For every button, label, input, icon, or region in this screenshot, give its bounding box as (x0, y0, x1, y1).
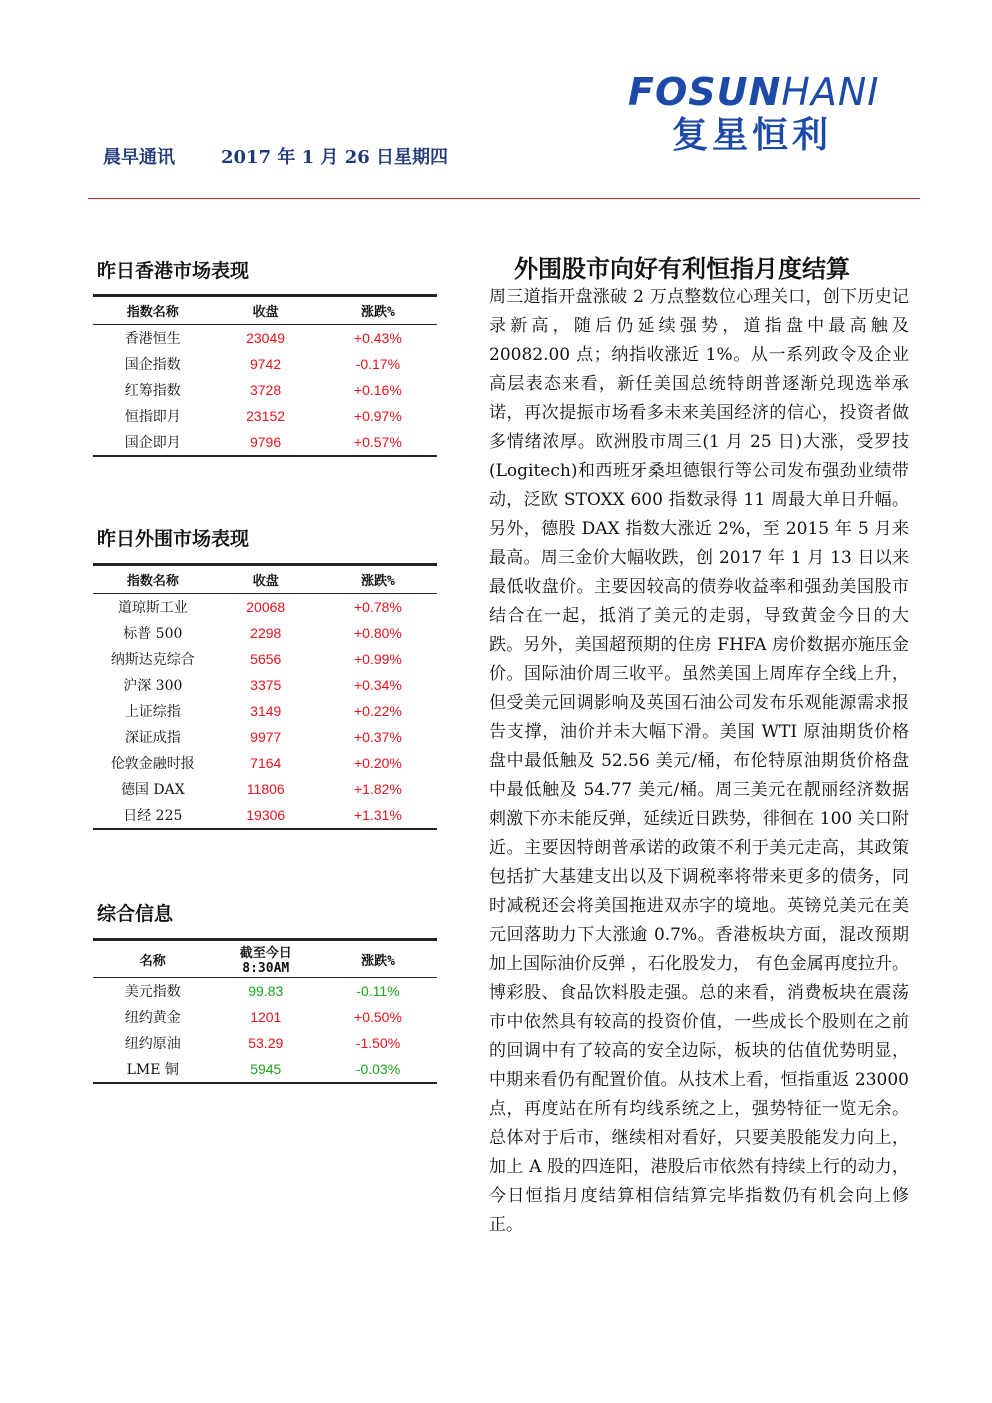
change-value: +1.31% (319, 802, 437, 829)
col-header: 涨跌% (319, 565, 437, 594)
publication-name: 晨早通讯 (103, 147, 175, 168)
global-market-table (93, 563, 437, 830)
change-value: -1.50% (355, 1035, 401, 1051)
global-market-title: 昨日外围市场表现 (97, 528, 250, 550)
change-value: +0.99% (353, 651, 402, 667)
change-value: +0.37% (353, 729, 402, 745)
change-value: +0.57% (319, 429, 437, 456)
close-value: 2298 (250, 625, 282, 641)
close-value: 3149 (250, 703, 282, 719)
close-value: 3375 (250, 677, 282, 693)
change-value: -0.03% (319, 1056, 437, 1083)
change-value: +0.43% (353, 330, 402, 346)
change-value: +0.80% (353, 625, 402, 641)
header-divider (88, 198, 920, 199)
change-value: -0.17% (355, 356, 401, 372)
close-value: 5656 (250, 651, 282, 667)
index-name: 深证成指 (124, 730, 181, 746)
close-value: 23152 (246, 408, 286, 424)
close-value: 9977 (250, 729, 282, 745)
table-row (93, 377, 437, 403)
change-value: +0.97% (353, 408, 402, 424)
hk-market-title: 昨日香港市场表现 (97, 260, 250, 282)
close-value: 11806 (246, 781, 285, 797)
change-value: +0.16% (353, 382, 402, 398)
logo-en-light: HANI (781, 70, 880, 114)
general-info-table (93, 938, 437, 1084)
change-value: -0.11% (356, 983, 400, 999)
index-name: LME 铜 (93, 1056, 213, 1083)
index-name: 沪深 300 (123, 678, 183, 694)
table-row (93, 1030, 437, 1056)
close-value: 3728 (249, 382, 282, 398)
col-header: 截至今日 8:30AM (213, 940, 319, 978)
general-info-title: 综合信息 (97, 903, 174, 925)
index-name: 纽约原油 (124, 1036, 181, 1052)
index-name: 美元指数 (124, 984, 181, 1000)
col-header: 指数名称 (93, 565, 213, 594)
index-name: 伦敦金融时报 (110, 756, 195, 772)
table-row (93, 1004, 437, 1030)
close-value: 99.83 (248, 983, 284, 999)
table-row (93, 429, 437, 456)
hk-market-table (93, 294, 437, 457)
col-header: 指数名称 (93, 296, 212, 325)
close-value: 20068 (246, 599, 286, 615)
table-row (93, 403, 437, 429)
change-value: +1.82% (353, 781, 402, 797)
table-row (93, 750, 437, 776)
table-row (93, 325, 437, 352)
col-header: 收盘 (213, 565, 319, 594)
index-name: 道琼斯工业 (117, 600, 188, 616)
table-row (93, 620, 437, 646)
change-value: +0.34% (353, 677, 402, 693)
index-name: 上证综指 (124, 704, 181, 720)
close-value: 23049 (246, 330, 286, 346)
index-name: 日经 225 (93, 802, 213, 829)
close-value: 9796 (212, 429, 318, 456)
index-name: 香港恒生 (124, 331, 181, 347)
change-value: +0.20% (353, 755, 402, 771)
col-header: 名称 (93, 940, 213, 978)
table-row (93, 776, 437, 802)
article-title: 外围股市向好有利恒指月度结算 (514, 254, 850, 283)
change-value: +0.50% (354, 1009, 402, 1025)
logo-cn: 复星恒利 (672, 115, 833, 156)
close-value: 7164 (250, 755, 282, 771)
index-name: 纽约黄金 (124, 1010, 181, 1026)
col-header: 收盘 (212, 296, 318, 325)
close-value: 53.29 (248, 1035, 284, 1051)
company-logo (628, 70, 920, 162)
index-name: 德国 DAX (120, 782, 185, 798)
table-row (93, 646, 437, 672)
logo-en-bold: FOSUN (628, 70, 782, 114)
index-name: 恒指即月 (124, 409, 181, 425)
table-row (93, 724, 437, 750)
table-row (93, 698, 437, 724)
table-row (93, 351, 437, 377)
table-row (93, 1056, 437, 1083)
close-value: 1201 (250, 1009, 282, 1025)
article-body: 周三道指开盘涨破 2 万点整数位心理关口，创下历史记录新高，随后仍延续强势，道指盘中最高触及 20082.00 点；纳指收涨近 1%。从一系列政令及企业高层表态来看，新任美国总统特朗普逐渐兑现选举承诺，再次提振市场看多未来美国经济的信心，投资者做多情绪浓厚。欧洲股市周三(1 月 25 日)大涨，受罗技(Logitech)和西班牙桑坦德银行等公司发布强劲业绩带动，泛欧 STOXX 600 指数录得 11 周最大单日升幅。另外，德股 DAX 指数大涨近 2%，至 2015 年 5 月来最高。周三金价大幅收跌，创 2017 年 1 月 13 日以来最低收盘价。主要因较高的债券收益率和强劲美国股市结合在一起，抵消了美元的走弱，导致黄金今日的大跌。另外，美国超预期的住房 FHFA 房价数据亦施压金价。国际油价周三收平。虽然美国上周库存全线上升，但受美元回调影响及英国石油公司发布乐观能源需求报告支撑，油价并未大幅下滑。美国 WTI 原油期货价格盘中最低触及 52.56 美元/桶，布伦特原油期货价格盘中最低触及 54.77 美元/桶。周三美元在靓丽经济数据刺激下亦未能反弹，延续近日跌势，徘徊在 100 关口附近。主要因特朗普承诺的政策不利于美元走高，其政策包括扩大基建支出以及下调税率将带来更多的债务，同时减税还会将美国拖进双赤字的境地。英镑兑美元在美元回落助力下大涨逾 0.7%。香港板块方面，混改预期加上国际油价反弹 ，石化股发力， 有色金属再度拉升。 博彩股、食品饮料股走强。总的来看，消费板块在震荡市中依然具有较高的投资价值，一些成长个股则在之前的回调中有了较高的安全边际，板块的估值优势明显，中期来看仍有配置价值。从技术上看，恒指重返 23000 点，再度站在所有均线系统之上，强势特征一览无余。总体对于后市，继续相对看好，只要美股能发力向上，加上 A 股的四连阳，港股后市依然有持续上行的动力，今日恒指月度结算相信结算完毕指数仍有机会向上修正。 (489, 287, 909, 1235)
change-value: +0.22% (353, 703, 402, 719)
index-name: 国企即月 (93, 429, 212, 456)
report-header (103, 143, 448, 169)
col-header: 涨跌% (319, 940, 437, 978)
close-value: 5945 (213, 1056, 319, 1083)
index-name: 纳斯达克综合 (110, 652, 195, 668)
col-header: 涨跌% (319, 296, 437, 325)
report-date: 2017 年 1 月 26 日星期四 (221, 147, 449, 168)
close-value: 9742 (249, 356, 282, 372)
close-value: 19306 (213, 802, 319, 829)
change-value: +0.78% (353, 599, 402, 615)
table-row (93, 978, 437, 1005)
index-name: 国企指数 (124, 357, 181, 373)
index-name: 标普 500 (123, 626, 183, 642)
table-row (93, 672, 437, 698)
table-row (93, 594, 437, 621)
table-row (93, 802, 437, 829)
index-name: 红筹指数 (124, 383, 181, 399)
